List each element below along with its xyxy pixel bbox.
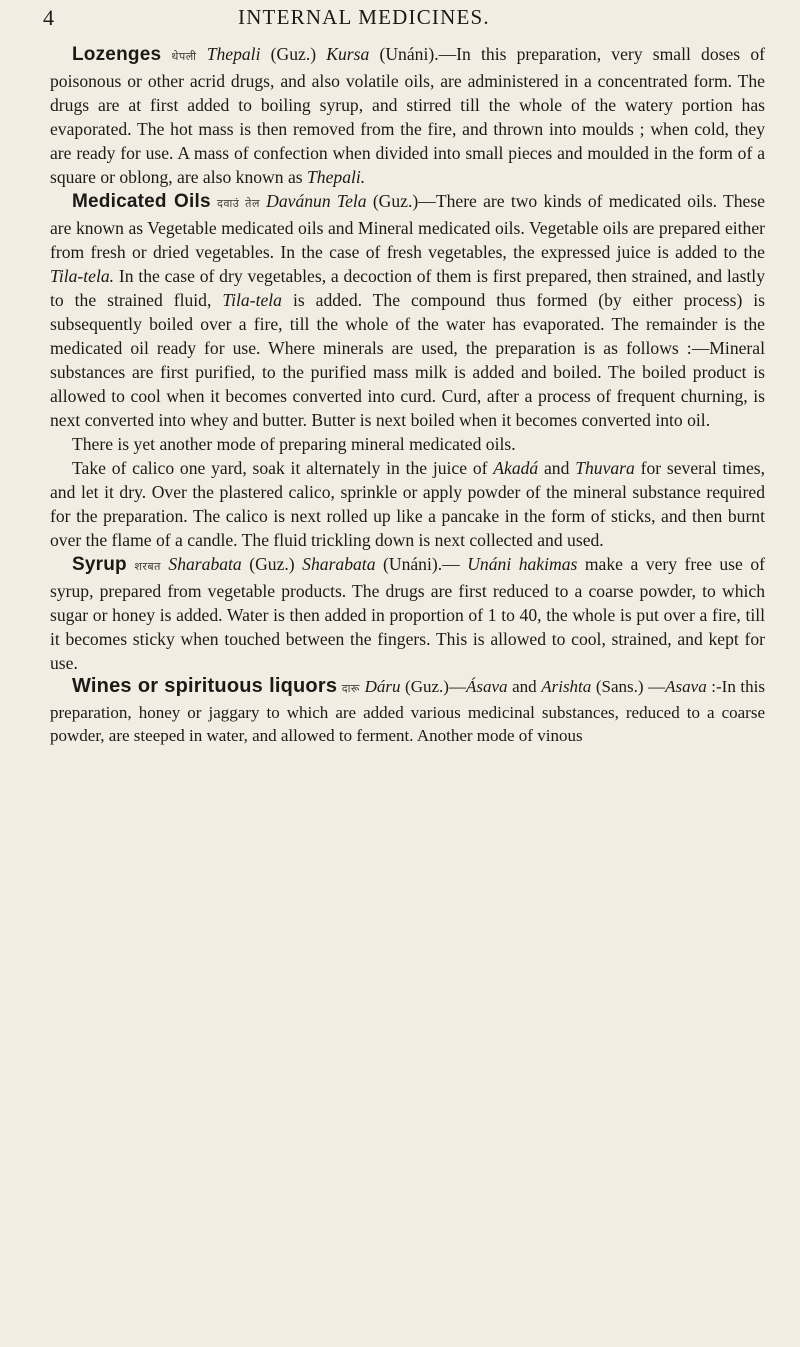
text-run: (Guz.)	[241, 554, 303, 574]
text-run: (Sans.) —	[591, 677, 666, 696]
text-run: In the case of dry vegetables, a decoction of them is first prepared, then strained, and lastly to the strained fluid,	[50, 266, 765, 310]
term-italic: Davánun	[259, 191, 331, 211]
paragraph-mineral-intro: There is yet another mode of preparing mineral medicated oils.	[72, 434, 516, 454]
text-run: :-In this preparation, honey or jaggary to which are added various medicinal substances, reduced to a coarse powder, are steeped in water, and allowed to ferment. Another mode of vinous	[50, 677, 765, 745]
text-run: and	[538, 458, 576, 478]
text-run: and	[507, 677, 542, 696]
term-italic: Sharabata	[302, 554, 376, 574]
term-italic: Thepali	[196, 44, 261, 64]
term-italic: Tela	[336, 191, 367, 211]
text-run: (Unáni).—	[375, 554, 468, 574]
section-heading: Lozenges	[72, 44, 162, 65]
section-medicated-oils	[50, 189, 765, 432]
section-heading: Wines or spirituous liquors	[72, 675, 338, 697]
section-heading: Syrup	[72, 554, 127, 575]
term-italic: Thepali.	[307, 167, 366, 187]
section-syrup	[50, 552, 765, 675]
term-italic: Tila-tela	[222, 290, 282, 310]
running-title: INTERNAL MEDICINES.	[238, 5, 490, 29]
section-heading: Medicated Oils	[72, 191, 211, 212]
text-run: (Guz.)	[260, 44, 327, 64]
term-italic: Dáru	[359, 677, 401, 696]
text-run: (Unáni).—In this preparation, very small doses of poisonous or other acrid drugs, and also volatile oils, are administered in a concentrated form. The drugs are at first added to boiling syrup, and stirred till the whole of the watery portion has evaporated. The hot mass is then removed from the fire, and thrown into moulds ; when cold, they are ready for use. A mass of confection when divided into small pieces and moulded in the form of a square or oblong, are also known as	[50, 44, 765, 187]
gujarati-term: दारू	[341, 682, 360, 695]
gujarati-term: दवाउं तेल	[217, 197, 260, 210]
paragraph-mineral-method	[50, 456, 765, 552]
term-italic: Ásava	[465, 677, 508, 696]
page-number: 4	[43, 5, 55, 30]
term-italic: Asava	[665, 677, 707, 696]
gujarati-term: शरबत	[134, 560, 161, 573]
term-italic: Thuvara	[575, 458, 635, 478]
term-italic: Kursa	[326, 44, 370, 64]
section-wines	[50, 675, 765, 748]
gujarati-term: थेपली	[171, 50, 197, 63]
text-run: Take of calico one yard, soak it alternately in the juice of	[72, 458, 494, 478]
text-run: make a very free use of syrup, prepared from vegetable products. The drugs are first reduced to a coarse powder, to which sugar or honey is added. Water is then added in proportion of 1 to 40, the whole is put over a fire, till it becomes sticky when touched between the fingers. This is allowed to cool, strained, and kept for use.	[50, 554, 765, 673]
term-italic: Akadá	[493, 458, 539, 478]
term-italic: Sharabata	[160, 554, 242, 574]
text-run: for several times, and let it dry. Over the plastered calico, sprinkle or apply powder of the mineral substance required for the preparation. The calico is next rolled up like a pancake in the form of sticks, and then burnt over the flame of a candle. The fluid trickling down is next collected and used.	[50, 458, 766, 550]
term-italic: Unáni hakimas	[467, 554, 578, 574]
text-run: is added. The compound thus formed (by either process) is subsequently boiled over a fire, till the whole of the water has evaporated. The remainder is the medicated oil ready for use. Where minerals are used, the preparation is as follows :—Mineral substances are first purified, to the purified mass milk is added and boiled. The boiled product is allowed to cool when it becomes converted into curd. Curd, after a process of frequent churning, is next converted into whey and butter. Butter is next boiled when it becomes converted into oil.	[50, 290, 766, 430]
section-lozenges	[50, 42, 765, 189]
body-text	[50, 42, 765, 748]
running-head	[43, 0, 765, 40]
text-run: (Guz.)—	[400, 677, 466, 696]
book-page	[43, 0, 766, 748]
term-italic: Arishta	[541, 677, 592, 696]
term-italic: Tila-tela.	[50, 266, 115, 286]
text-run: (Guz.)—There are two kinds of medicated oils. These are known as Vegetable medicated oils and Mineral medicated oils. Vegetable oils are prepared either from fresh or dried vegetables. In the case of fresh vegetables, the expressed juice is added to the	[50, 191, 765, 262]
